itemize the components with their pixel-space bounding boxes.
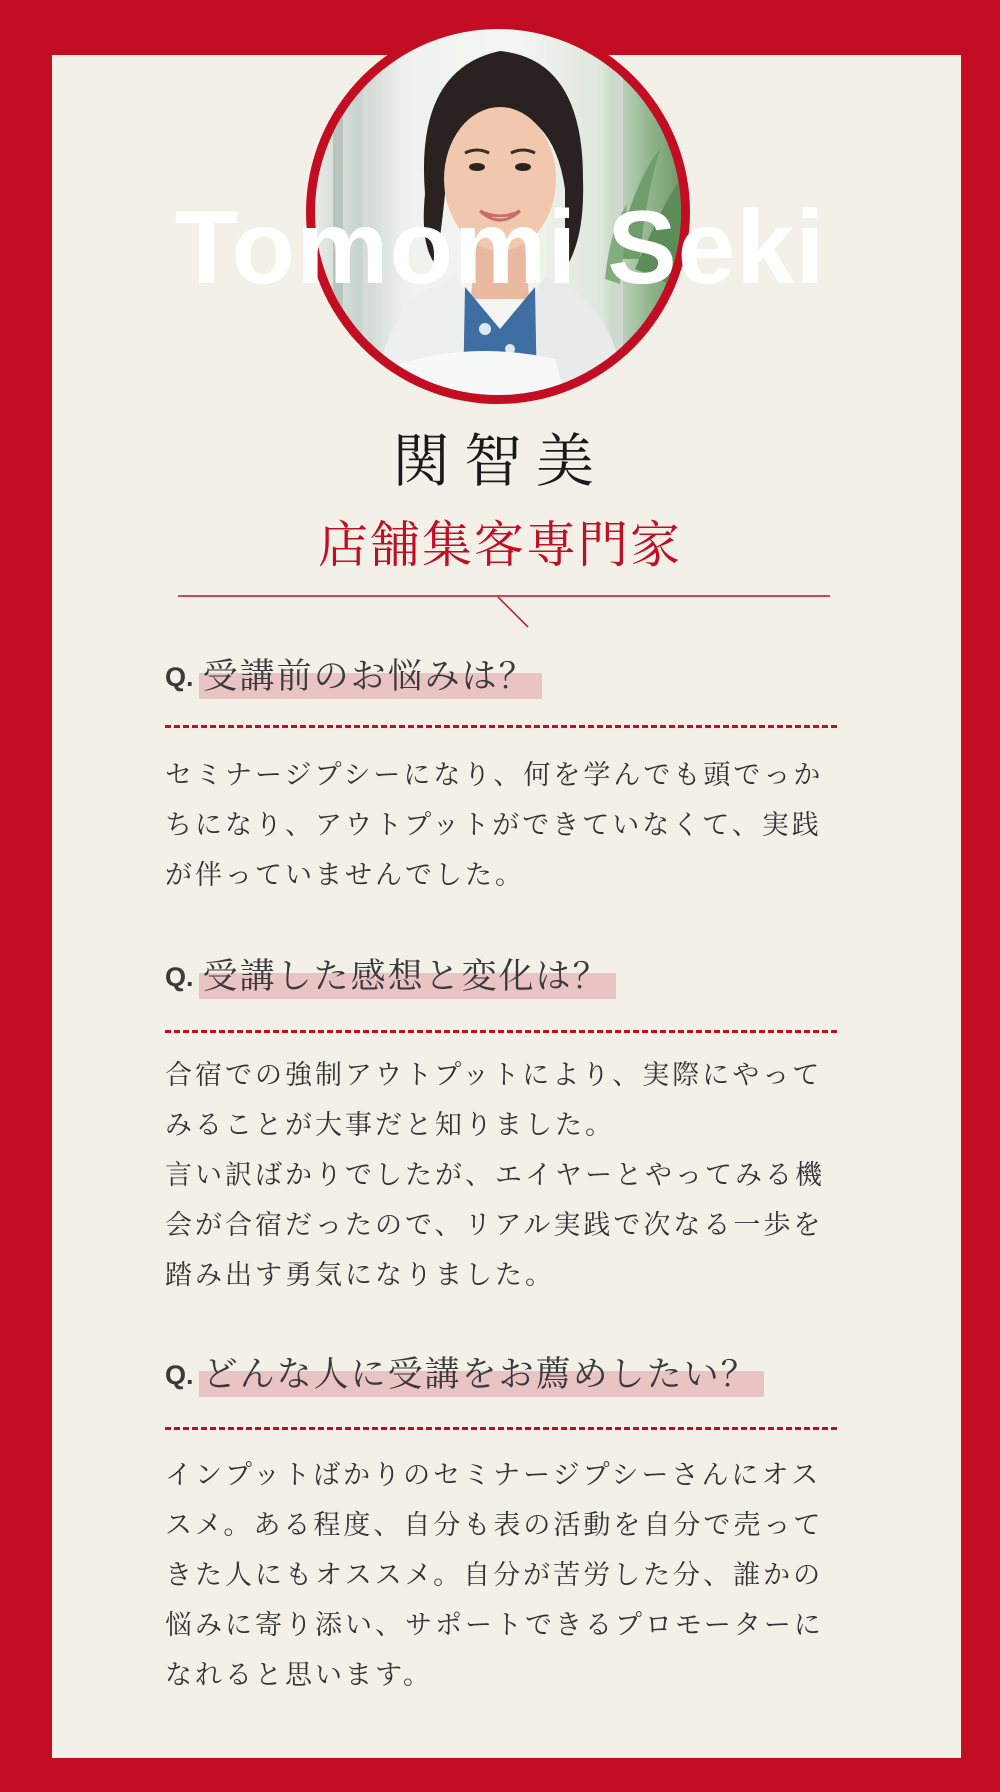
question-text: 受講前のお悩みは？: [199, 657, 542, 699]
dashed-divider: [165, 1427, 837, 1430]
dashed-divider: [165, 1030, 837, 1033]
japanese-name: 関智美: [391, 427, 608, 495]
profession-title: 店舗集客専門家: [318, 516, 682, 574]
answer-text: インプットばかりのセミナージプシーさんにオス スメ。ある程度、自分も表の活動を自分で売って きた人にもオススメ。自分が苦労した分、誰かの 悩みに寄り添い、サポートできるプロモーターに なれると思います。: [165, 1460, 824, 1691]
question-label: Q.: [165, 1360, 194, 1390]
question-heading: [165, 957, 840, 997]
dashed-divider: [165, 725, 837, 728]
speech-divider: [178, 594, 830, 630]
question-label: Q.: [165, 962, 194, 992]
question-heading: [165, 1355, 840, 1395]
question-heading: [165, 657, 840, 697]
answer-text: セミナージプシーになり、何を学んでも頭でっか ちになり、アウトプットができていなくて、実践 が伴っていませんでした。: [165, 760, 824, 891]
question-text: 受講した感想と変化は？: [199, 957, 616, 999]
question-label: Q.: [165, 662, 194, 692]
english-name-overlay: Tomomi Seki: [174, 190, 826, 306]
answer-text: 合宿での強制アウトプットにより、実際にやって みることが大事だと知りました。 言い訳ばかりでしたが、エイヤーとやってみる機 会が合宿だったので、リアル実践で次なる一歩を 踏み出す勇気になりました。: [165, 1060, 825, 1291]
question-text: どんな人に受講をお薦めしたい？: [199, 1355, 764, 1397]
